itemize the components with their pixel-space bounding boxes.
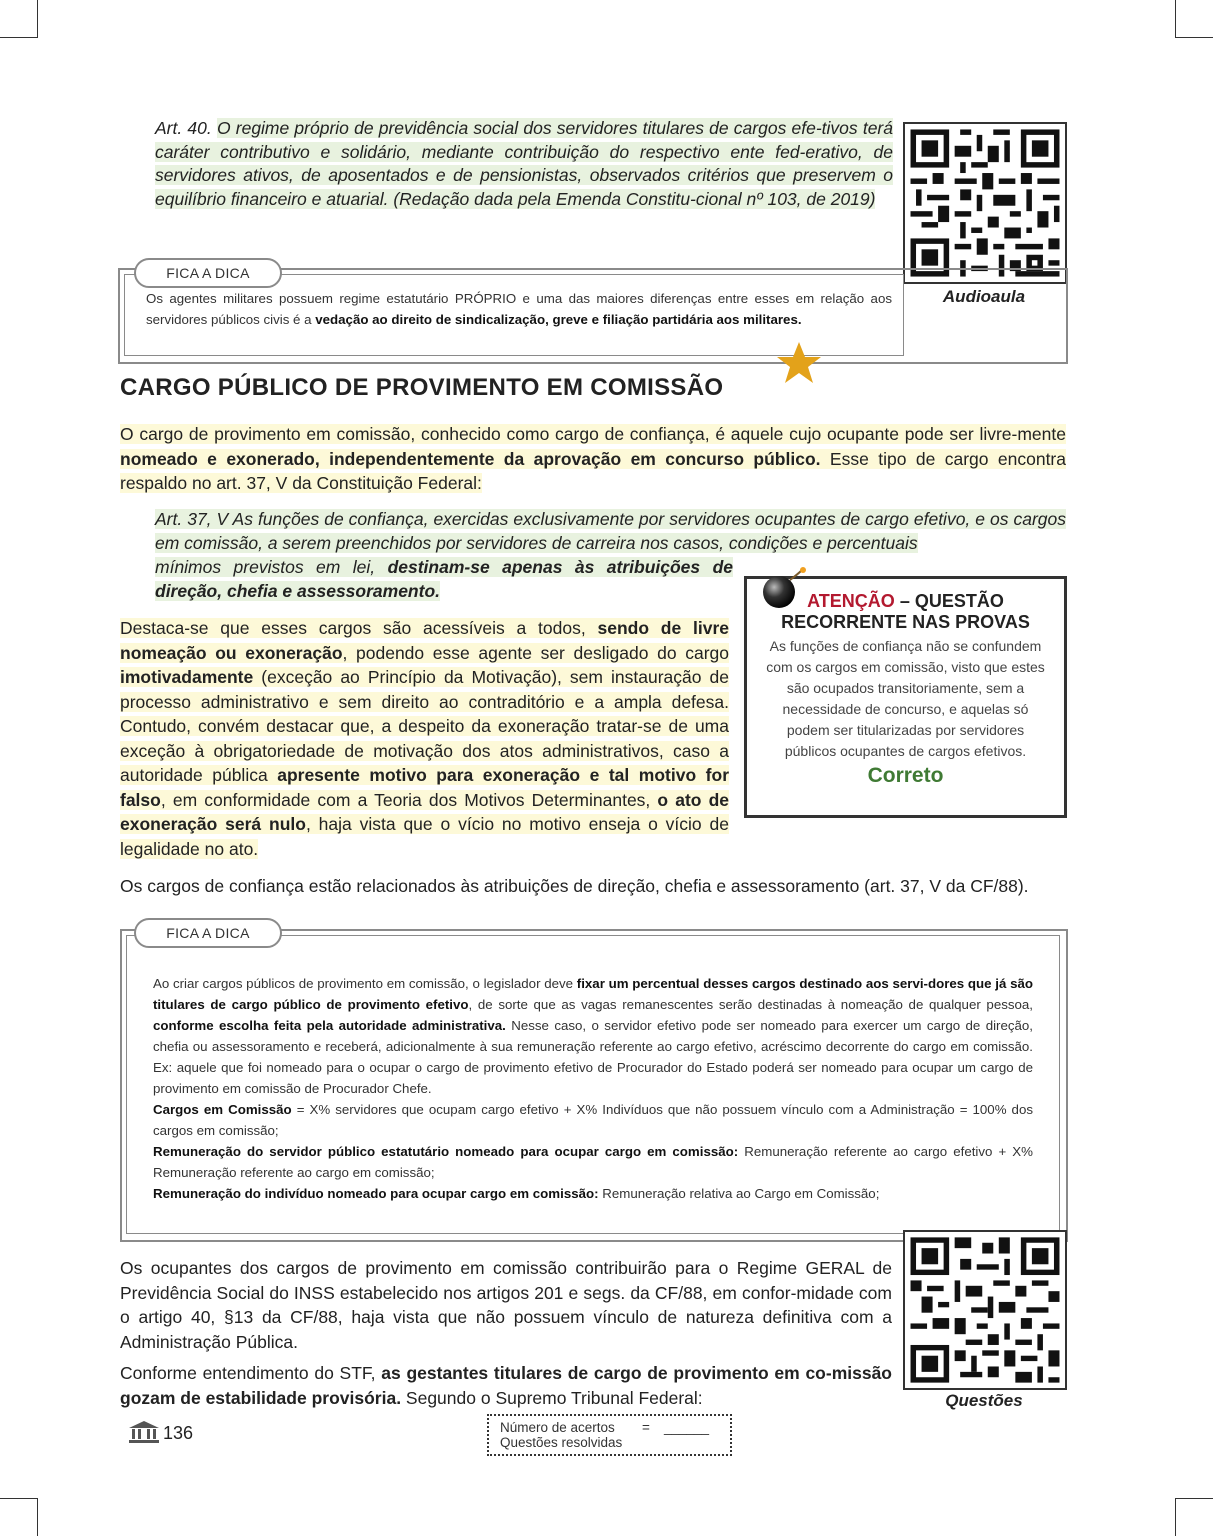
article-37-quote-2 (155, 556, 733, 603)
tip2-paragraph-4 (153, 1183, 1033, 1204)
tip-label-2: FICA A DICA (134, 918, 282, 948)
para2-i: , haja vista que o vício no motivo enseja o vício de legalidade no ato. (120, 814, 729, 859)
qr-code-audioaula[interactable] (903, 122, 1067, 284)
article-40-quote (155, 117, 893, 211)
attention-answer: Correto (867, 764, 944, 787)
tip2-p1e: Nesse caso, o servidor efetivo pode ser nomeado para exercer um cargo de direção, chefia ou assessoramento e receberá, adicionalmente à sua remuneração referente ao cargo efetivo, acréscimo decorrente do cargo em comissão. Ex: aquele que foi nomeado para o ocupar o cargo de provimento efetivo de Procurador do Estado poderá ser nomeado para ocupar um cargo de provimento em comissão de Procurador Chefe. (153, 1018, 1034, 1096)
tip2-p1b: fixar um percentual desses cargos destinado aos servi-dores que já são titulares de cargo público de provimento efetivo (153, 976, 1033, 1012)
crop-mark (1175, 1498, 1213, 1499)
crop-mark (37, 0, 38, 38)
tip2-p1d: conforme escolha feita pela autoridade administrativa. (153, 1018, 506, 1033)
para2-b: sendo de livre nomeação ou exoneração (120, 618, 729, 663)
score-denominator: Questões resolvidas (500, 1435, 623, 1450)
tip2-paragraph-2 (153, 1099, 1033, 1141)
attention-text: As funções de confiança não se confundem com os cargos em comissão, visto que estes são ocupados transitoriamente, sem a necessidade de concurso, e aquelas só podem ser titularizadas por servidores públicos ocupantes de cargos efetivos. (766, 638, 1045, 759)
attention-title-rest: – QUESTÃO (894, 591, 1004, 611)
article-37-line2a: mínimos previstos em lei, (155, 557, 388, 577)
star-icon (776, 340, 822, 386)
para5-a: Conforme entendimento do STF, (120, 1363, 382, 1383)
crop-mark (1175, 0, 1176, 38)
paragraph-5 (120, 1361, 892, 1410)
tip2-p4a: Remuneração do indivíduo nomeado para ocupar cargo em comissão: (153, 1186, 599, 1201)
score-equals: = (642, 1420, 650, 1435)
article-37-quote-1 (155, 508, 1066, 555)
para2-d: imotivadamente (120, 667, 254, 687)
para2-f: apresente motivo para exoneração e tal motivo for falso (120, 765, 729, 810)
para2-a: Destaca-se que esses cargos são acessíveis a todos, (120, 618, 598, 638)
attention-title-red: ATENÇÃO (807, 591, 895, 611)
intro-paragraph (120, 422, 1066, 496)
para2-g: , em conformidade com a Teoria dos Motivos Determinantes, (160, 789, 658, 810)
bomb-icon (760, 566, 810, 610)
tip2-paragraph-1 (153, 973, 1033, 1099)
qr-code-icon (905, 1232, 1065, 1388)
crop-mark (0, 1498, 38, 1499)
qr-caption-audioaula: Audioaula (942, 287, 1026, 306)
score-numerator: Número de acertos (500, 1420, 615, 1435)
tip2-p1c: , de sorte que as vagas remanescentes serão destinadas à nomeação de qualquer pessoa, (468, 997, 1034, 1012)
qr-code-questoes[interactable] (903, 1230, 1067, 1390)
article-37-line1: Art. 37, V As funções de confiança, exercidas exclusivamente por servidores ocupantes de cargo efetivo, e os cargos em comissão, a serem preenchidos por servidores de carreira nos casos, condições e percentuais (155, 509, 1066, 553)
attention-title-line2: RECORRENTE NAS PROVAS (781, 612, 1030, 632)
intro-text-bold: nomeado e exonerado, independentemente da aprovação em concurso público. (120, 448, 821, 469)
tip1-text-a: Os agentes militares possuem regime estatutário PRÓPRIO e uma das maiores diferenças entre esses em relação aos servidores públicos civis é a (146, 291, 892, 327)
para2-c: , podendo esse agente ser desligado do cargo (342, 642, 729, 663)
tip2-p4b: Remuneração relativa ao Cargo em Comissão; (598, 1186, 880, 1201)
tip2-p1a: Ao criar cargos públicos de provimento em comissão, o legislador deve (153, 976, 577, 991)
tip2-p3a: Remuneração do servidor público estatutário nomeado para ocupar cargo em comissão: (153, 1144, 739, 1159)
paragraph-4: Os ocupantes dos cargos de provimento em comissão contribuirão para o Regime GERAL de Previdência Social do INSS estabelecido nos artigos 201 e segs. da CF/88, em confor-midade com o artigo 40, §13 da CF/88, haja vista que não possuem vínculo de natureza definitiva com a Administração Pública. (120, 1258, 892, 1352)
tip2-paragraph-3 (153, 1141, 1033, 1183)
tip2-p2a: Cargos em Comissão (153, 1102, 292, 1117)
score-box (487, 1414, 732, 1456)
tip-text-1 (146, 288, 892, 330)
article-37-line2b: destinam-se apenas às atribuições de direção, chefia e assessoramento. (155, 557, 733, 601)
crop-mark (0, 37, 38, 38)
tip2-p3b: Remuneração referente ao cargo efetivo + X% Remuneração referente ao cargo em comissão; (153, 1144, 1033, 1180)
article-40-text: O regime próprio de previdência social dos servidores titulares de cargos efe-tivos terá caráter contributivo e solidário, mediante contribuição do respectivo ente fed-erativo, de servidores ativos, de aposentados e de pensionistas, observados critérios que preservem o equilíbrio financeiro e atuarial. (Redação dada pela Emenda Constitu-cional nº 103, de 2019) (155, 118, 893, 209)
crop-mark (1175, 1498, 1176, 1536)
intro-text-c: Esse tipo de cargo encontra respaldo no art. 37, V da Constituição Federal: (120, 448, 1066, 493)
tip1-text-bold: vedação ao direito de sindicalização, greve e filiação partidária aos militares. (315, 312, 802, 327)
paragraph-2 (120, 616, 729, 861)
tip-text-2 (153, 973, 1033, 1204)
crop-mark (37, 1498, 38, 1536)
paragraph-3: Os cargos de confiança estão relacionados às atribuições de direção, chefia e assessoramento (art. 37, V da CF/88). (120, 876, 1029, 896)
attention-box (744, 576, 1067, 818)
para2-h: o ato de exoneração será nulo (120, 789, 729, 834)
qr-code-icon (905, 124, 1065, 282)
para5-b: as gestantes titulares de cargo de provimento em co-missão gozam de estabilidade provisória. (120, 1363, 892, 1408)
tip2-p2b: = X% servidores que ocupam cargo efetivo + X% Indivíduos que não possuem vínculo com a Administração = 100% dos cargos em comissão; (153, 1102, 1033, 1138)
para5-c: Segundo o Supremo Tribunal Federal: (401, 1387, 703, 1408)
qr-caption-questoes: Questões (945, 1391, 1023, 1410)
crop-mark (1175, 37, 1213, 38)
intro-text-a: O cargo de provimento em comissão, conhecido como cargo de confiança, é aquele cujo ocupante pode ser livre-mente (120, 424, 1066, 444)
tip-label-1: FICA A DICA (134, 258, 282, 288)
para2-e: (exceção ao Princípio da Motivação), sem instauração de processo administrativo e sem direito ao contraditório e a ampla defesa. Contudo, convém destacar que, a despeito da exoneração tratar-se de uma exceção à obrigatoriedade de motivação dos atos administrativos, caso a autoridade pública (120, 667, 729, 785)
section-title: CARGO PÚBLICO DE PROVIMENTO EM COMISSÃO (120, 374, 724, 401)
article-40-prefix: Art. 40. (155, 118, 212, 138)
score-blank[interactable]: ______ (664, 1420, 710, 1435)
page-number: 136 (163, 1423, 194, 1443)
courthouse-icon (128, 1420, 160, 1444)
